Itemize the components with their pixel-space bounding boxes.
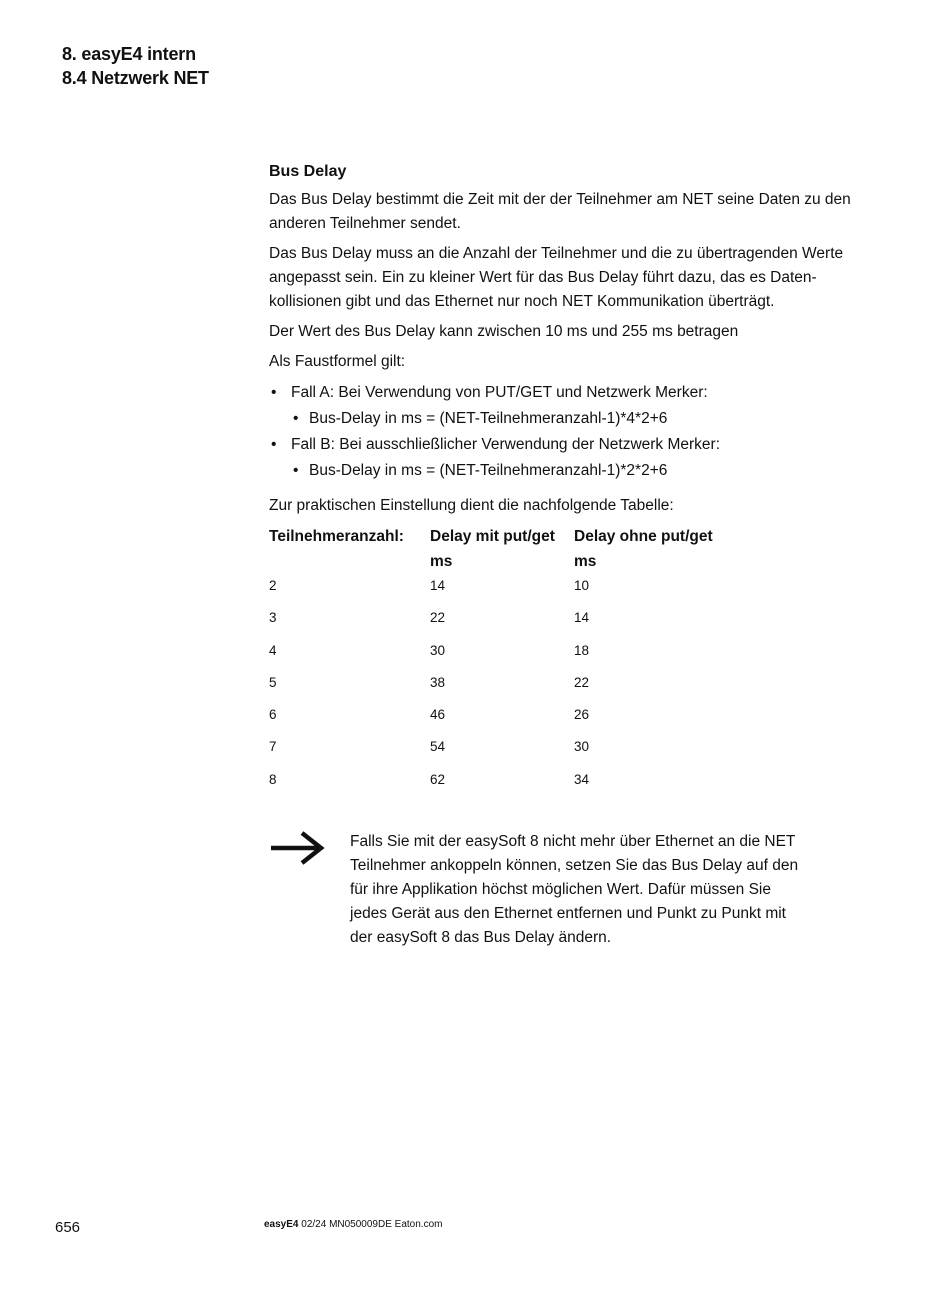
- case-label: Fall A: Bei Verwendung von PUT/GET und Netzwerk Merker:: [291, 384, 708, 401]
- table-cell: 8: [269, 771, 277, 787]
- table-cell: 6: [269, 707, 277, 723]
- table-cell: 14: [574, 610, 590, 626]
- table-cell: 7: [269, 739, 277, 755]
- arrow-right-icon: [269, 830, 327, 866]
- table-cell: 30: [574, 739, 590, 755]
- column-header: Delay ohne put/get ms: [574, 528, 713, 570]
- table-row: [269, 671, 734, 703]
- case-label: Fall B: Bei ausschließlicher Verwendung der Netzwerk Merker:: [291, 436, 721, 453]
- table-row: [269, 606, 734, 638]
- formula-item: • Bus-Delay in ms = (NET-Teilnehmeranzahl-1)*4*2+6: [291, 406, 869, 432]
- paragraph: Der Wert des Bus Delay kann zwischen 10 ms und 255 ms betragen: [269, 323, 739, 340]
- column-header: Delay mit put/get ms: [430, 528, 555, 570]
- section-title: 8.4 Netzwerk NET: [62, 68, 209, 88]
- footer-product: easyE4: [264, 1219, 299, 1230]
- table-row: [269, 703, 734, 735]
- table-header-row: [269, 524, 734, 574]
- footer-details: 02/24 MN050009DE Eaton.com: [301, 1219, 443, 1230]
- table-cell: 22: [574, 674, 590, 690]
- table-cell: 62: [430, 771, 446, 787]
- table-cell: 22: [430, 610, 446, 626]
- table-row: [269, 768, 734, 800]
- column-header: Teilnehmeranzahl:: [269, 528, 404, 545]
- chapter-title: 8. easyE4 intern: [62, 44, 196, 64]
- table-cell: 3: [269, 610, 277, 626]
- table-cell: 26: [574, 707, 590, 723]
- note-text: Falls Sie mit der easySoft 8 nicht mehr über Ethernet an die NET Teilnehmer ankoppeln können, setzen Sie das Bus Delay auf den für ihre Applikation höchst möglichen Wert. Dafür müssen Sie jedes Gerät aus den Ethernet entfernen und Punkt zu Punkt mit der easySoft 8 das Bus Delay ändern.: [350, 833, 799, 946]
- table-cell: 14: [430, 578, 446, 593]
- bus-delay-table: [269, 524, 734, 800]
- formula-list: [291, 458, 869, 484]
- table-cell: 46: [430, 707, 446, 723]
- table-row: [269, 735, 734, 767]
- table-cell: 34: [574, 771, 590, 787]
- paragraph: Als Faustformel gilt:: [269, 353, 406, 370]
- table-cell: 54: [430, 739, 446, 755]
- table-intro: Zur praktischen Einstellung dient die nachfolgende Tabelle:: [269, 497, 674, 514]
- table-cell: 30: [430, 642, 446, 658]
- table-cell: 4: [269, 642, 277, 658]
- table-cell: 5: [269, 674, 277, 690]
- main-content: [269, 160, 869, 800]
- table-cell: 10: [574, 578, 590, 593]
- case-list: [269, 380, 869, 484]
- page-number: 656: [55, 1219, 81, 1236]
- table-cell: 2: [269, 578, 277, 593]
- list-item: [269, 432, 869, 484]
- paragraph: Das Bus Delay muss an die Anzahl der Teilnehmer und die zu übertragenden Werte angepasst sein. Ein zu kleiner Wert für das Bus Delay führt dazu, das es Daten-kollisionen gibt und das Ethernet nur noch NET Kommunikation überträgt.: [269, 245, 844, 310]
- paragraph: Das Bus Delay bestimmt die Zeit mit der der Teilnehmer am NET seine Daten zu den anderen Teilnehmer sendet.: [269, 191, 851, 232]
- table-row: [269, 574, 734, 606]
- table-row: [269, 639, 734, 671]
- bus-delay-heading: Bus Delay: [269, 163, 347, 180]
- formula-item: • Bus-Delay in ms = (NET-Teilnehmeranzahl-1)*2*2+6: [291, 458, 869, 484]
- list-item: [269, 380, 869, 432]
- table-cell: 18: [574, 642, 590, 658]
- footer-info: [264, 1219, 442, 1230]
- running-header: [62, 42, 209, 90]
- formula-list: [291, 406, 869, 432]
- table-cell: 38: [430, 674, 446, 690]
